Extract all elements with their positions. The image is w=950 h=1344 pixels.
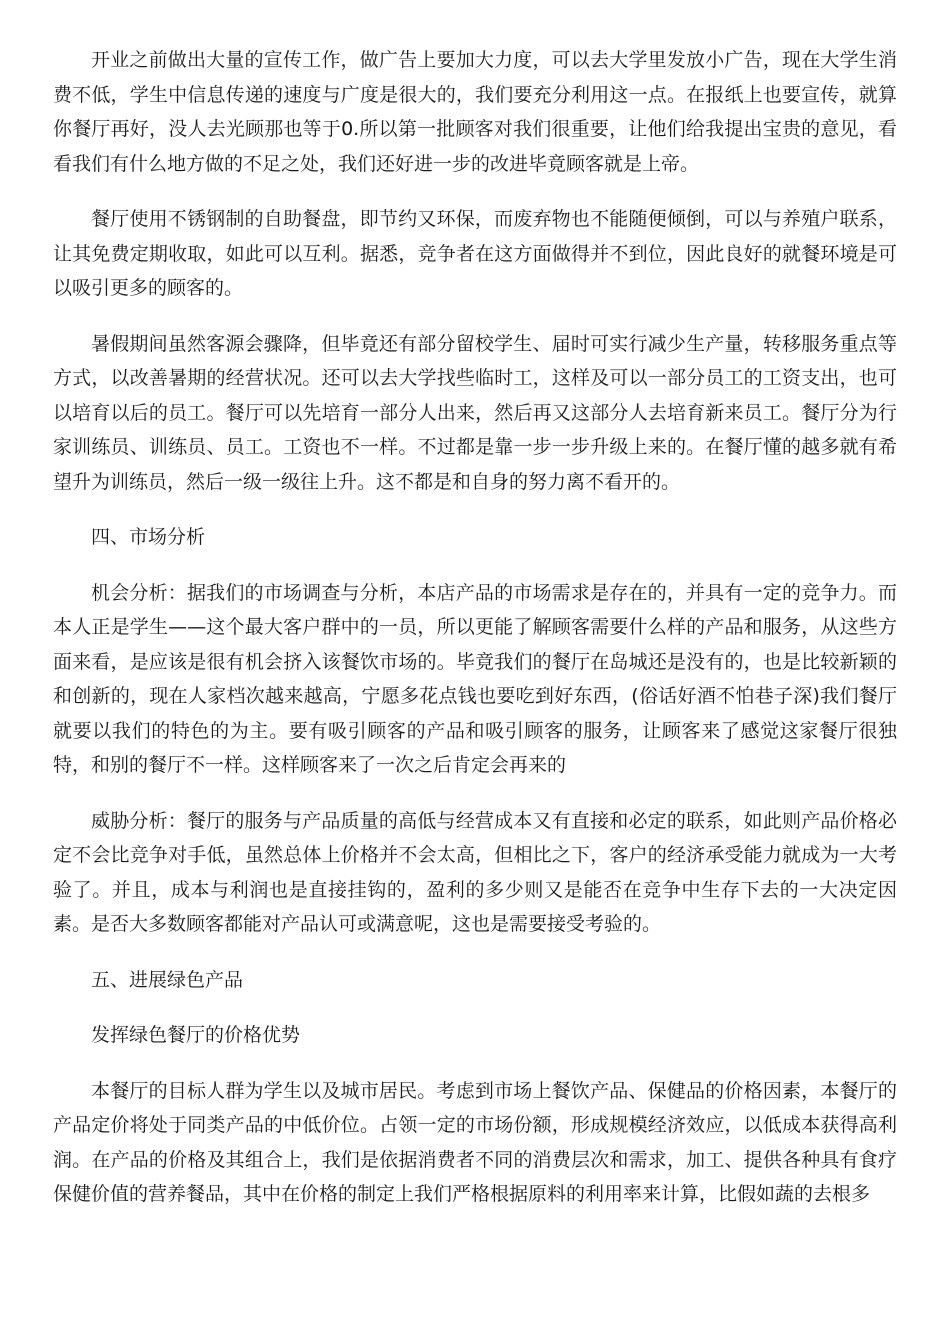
paragraph-promotion: 开业之前做出大量的宣传工作，做广告上要加大力度，可以去大学里发放小广告，现在大学生消费不低，学生中信息传递的速度与广度是很大的，我们要充分利用这一点。在报纸上也要宣传，就算你餐厅再好，没人去光顾那也等于0.所以第一批顾客对我们很重要，让他们给我提出宝贵的意见，看看我们有什么地方做的不足之处，我们还好进一步的改进毕竟顾客就是上帝。 xyxy=(53,49,897,175)
paragraph-opportunity-analysis: 机会分析：据我们的市场调查与分析，本店产品的市场需求是存在的，并具有一定的竞争力。而本人正是学生——这个最大客户群中的一员，所以更能了解顾客需要什么样的产品和服务，从这些方面来看，是应该是很有机会挤入该餐饮市场的。毕竟我们的餐厅在岛城还是没有的，也是比较新颖的和创新的，现在人家档次越来越高，宁愿多花点钱也要吃到好东西，(俗话好酒不怕巷子深)我们餐厅就要以我们的特色的为主。要有吸引顾客的产品和吸引顾客的服务，让顾客来了感觉这家餐厅很独特，和别的餐厅不一样。这样顾客来了一次之后肯定会再来的 xyxy=(53,581,897,776)
paragraph-summer-operations: 暑假期间虽然客源会骤降，但毕竟还有部分留校学生、届时可实行减少生产量，转移服务重点等方式，以改善暑期的经营状况。还可以去大学找些临时工，这样及可以一部分员工的工资支出，也可以培育以后的员工。餐厅可以先培育一部分人出来，然后再又这部分人去培育新来员工。餐厅分为行家训练员、训练员、员工。工资也不一样。不过都是靠一步一步升级上来的。在餐厅懂的越多就有希望升为训练员，然后一级一级往上升。这不都是和自身的努力离不看开的。 xyxy=(53,332,897,493)
document-page xyxy=(53,43,897,1233)
paragraph-threat-analysis: 威胁分析：餐厅的服务与产品质量的高低与经营成本又有直接和必定的联系，如此则产品价格必定不会比竞争对手低，虽然总体上价格并不会太高，但相比之下，客户的经济承受能力就成为一大考验了。并且，成本与利润也是直接挂钩的，盈利的多少则又是能否在竞争中生存下去的一大决定因素。是否大多数顾客都能对产品认可或满意呢，这也是需要接受考验的。 xyxy=(53,809,897,935)
subheading-price-advantage: 发挥绿色餐厅的价格优势 xyxy=(91,1024,301,1046)
paragraph-dining-trays: 餐厅使用不锈钢制的自助餐盘，即节约又环保，而废弃物也不能随便倾倒，可以与养殖户联系，让其免费定期收取，如此可以互利。据悉，竞争者在这方面做得并不到位，因此良好的就餐环境是可以吸引更多的顾客的。 xyxy=(53,208,897,299)
section-heading-green-products: 五、进展绿色产品 xyxy=(91,968,244,991)
section-heading-market-analysis: 四、市场分析 xyxy=(91,526,206,548)
paragraph-target-pricing: 本餐厅的目标人群为学生以及城市居民。考虑到市场上餐饮产品、保健品的价格因素，本餐厅的产品定价将处于同类产品的中低价位。占领一定的市场份额，形成规模经济效应，以低成本获得高利润。在产品的价格及其组合上，我们是依据消费者不同的消费层次和需求，加工、提供各种具有食疗保健价值的营养餐品，其中在价格的制定上我们严格根据原料的利用率来计算，比假如蔬的去根多 xyxy=(53,1079,897,1205)
